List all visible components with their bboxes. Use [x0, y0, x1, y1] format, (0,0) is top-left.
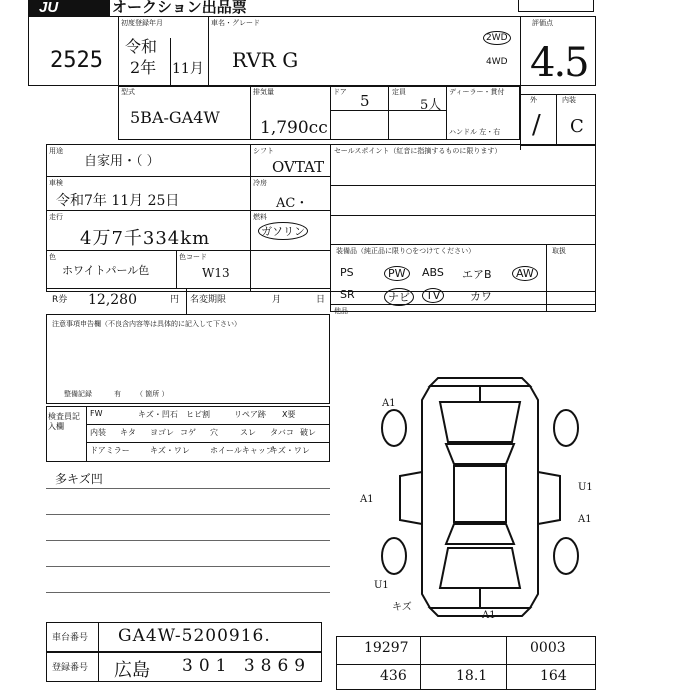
model-value: 5BA-GA4W: [130, 108, 220, 127]
recycle-right-label: 取扱: [552, 247, 566, 255]
trunk: [440, 548, 520, 588]
form-title: オークション出品票: [112, 0, 247, 16]
interior-label: 内装: [562, 96, 576, 104]
bottom-code: 18.1: [456, 668, 488, 684]
checklist-item: ホイールキャップ: [210, 446, 274, 455]
notes-label: 注意事項申告欄（不良含内容等は具体的に記入して下さい）: [52, 320, 241, 328]
day-label: 日: [316, 295, 326, 305]
checklist-item: 内装: [90, 428, 106, 437]
roof: [454, 466, 506, 522]
checklist-item: FW: [90, 409, 103, 418]
checklist-item: X要: [282, 410, 296, 419]
fuel-value: ガソリン: [258, 222, 308, 240]
checklist-item: 穴: [210, 428, 218, 437]
doors-label: ドア: [333, 88, 347, 96]
hood: [440, 402, 520, 442]
shift-label: シフト: [253, 147, 274, 155]
damage-note: 多キズ凹: [55, 472, 103, 486]
capacity-value: 5人: [420, 98, 442, 113]
eval-points-label: 評価点: [532, 19, 553, 27]
sales-points-label: セールスポイント（紅音に指摘するものに限ります）: [334, 147, 502, 155]
era-value: 令和: [125, 37, 158, 56]
equipment-item: AW: [512, 266, 538, 281]
note-rule-line: [46, 514, 330, 515]
equipment-item: ABS: [422, 266, 444, 279]
bottom-code: 19297: [364, 640, 409, 656]
windshield: [446, 444, 514, 464]
equipment-item: ナビ: [384, 288, 414, 306]
wheel-rear-left: [382, 538, 406, 574]
maint-yes-label: 有: [114, 390, 121, 398]
front-bumper: [430, 378, 530, 386]
color-code-label: 色コード: [179, 253, 207, 261]
displacement-label: 排気量: [253, 88, 274, 96]
yen-label: 円: [170, 295, 180, 305]
damage-mark: キズ: [392, 602, 412, 613]
checklist-item: スレ: [240, 428, 256, 437]
note-rule-line: [46, 592, 330, 593]
month-label: 月: [272, 295, 282, 305]
checklist-item: キタ: [120, 428, 136, 437]
reg-no-value: 301 3869: [182, 656, 312, 676]
rear-bumper: [430, 608, 530, 616]
note-rule-line: [46, 566, 330, 567]
damage-mark: A1: [360, 494, 374, 505]
car-no-value: GA4W-5200916.: [118, 626, 271, 646]
usage-value: 自家用・（ ）: [84, 154, 160, 169]
car-no-label: 車台番号: [52, 633, 89, 643]
fuel-label: 燃料: [253, 213, 267, 221]
cc-value: 1,790cc: [260, 118, 328, 138]
dealer-label: ディーラー・貫付: [449, 88, 505, 96]
equipment-item: TV: [422, 288, 444, 303]
exterior-label: 外: [530, 96, 537, 104]
checklist-item: ヨゴレ: [150, 428, 174, 437]
checklist-item: ドアミラー: [90, 446, 130, 455]
checklist-item: キズ・ワレ: [270, 446, 310, 455]
rear-window: [446, 524, 514, 544]
equipment-item: PS: [340, 266, 354, 279]
capacity-label: 定員: [392, 88, 406, 96]
month-value: 11月: [172, 61, 204, 77]
damage-mark: U1: [578, 482, 593, 493]
handle-label: ハンドル 左・右: [449, 128, 501, 136]
cooler-label: 冷房: [253, 179, 267, 187]
checklist-item: 破レ: [300, 428, 316, 437]
wheel-front-left: [382, 410, 406, 446]
reg-place-value: 広島: [114, 660, 150, 681]
equipment-item: PW: [384, 266, 410, 281]
mileage-label: 走行: [49, 213, 63, 221]
car-outline: [422, 386, 538, 608]
left-door-line: [400, 472, 422, 524]
year-value: 2年: [130, 58, 157, 77]
recycle-label: R券: [52, 295, 68, 305]
checklist-item: コゲ: [180, 428, 196, 437]
score-value: 4.5: [530, 40, 588, 86]
logo-block: [28, 0, 110, 16]
shift-value: OVTAT: [272, 158, 325, 176]
first-reg-label: 初度登録年月: [121, 19, 163, 27]
logo-text: JU: [39, 0, 59, 16]
checklist-item: キズ・ワレ: [150, 446, 190, 455]
wheel-front-right: [554, 410, 578, 446]
usage-label: 用途: [49, 147, 63, 155]
car-name-value: RVR G: [232, 48, 299, 72]
inspector-label: 検査員記入欄: [48, 412, 80, 431]
drive-4wd: 4WD: [486, 57, 508, 67]
right-door-line: [538, 472, 560, 524]
mileage-value: 4万7千334km: [80, 228, 211, 249]
wheel-rear-right: [554, 538, 578, 574]
drive-2wd: 2WD: [483, 31, 511, 45]
transfer-label: 名変期限: [190, 295, 227, 305]
model-label: 型式: [121, 88, 135, 96]
color-label: 色: [49, 253, 56, 261]
car-diagram: [360, 372, 600, 617]
equipment-item: エアB: [462, 268, 492, 281]
equipment-label: 装備品（純正品に限り○をつけてください）: [336, 247, 476, 255]
equipment-item: カワ: [470, 290, 492, 303]
equipment-item: SR: [340, 288, 355, 301]
checklist-item: リペア跡: [234, 410, 266, 419]
color-value: ホワイトパール色: [62, 264, 150, 277]
checklist-item: ヒビ割: [186, 410, 210, 419]
interior-grade: C: [570, 116, 584, 137]
damage-mark: A1: [578, 514, 592, 525]
top-right-corner-box: [518, 0, 594, 12]
reg-no-label: 登録番号: [52, 663, 89, 673]
doors-value: 5: [360, 92, 370, 110]
note-rule-line: [46, 488, 330, 489]
checklist-item: キズ・凹石: [138, 410, 178, 419]
damage-mark: A1: [482, 610, 496, 621]
damage-mark: U1: [374, 580, 389, 591]
note-rule-line: [46, 540, 330, 541]
damage-mark: A1: [382, 398, 396, 409]
bottom-code: 0003: [530, 640, 566, 656]
bottom-code: 164: [540, 668, 567, 684]
inspection-label: 車検: [49, 179, 63, 187]
cooler-value: AC・: [276, 196, 309, 211]
color-code-value: W13: [202, 266, 230, 280]
car-name-grade-label: 車名・グレード: [211, 19, 260, 27]
maint-place-label: （ 箇所 ）: [136, 390, 169, 398]
lot-number: 2525: [50, 48, 103, 73]
maint-record-label: 整備記録: [64, 390, 92, 398]
recycle-value: 12,280: [88, 292, 137, 308]
header-row-box: [28, 16, 596, 86]
other-label: 他品: [334, 307, 348, 315]
inspection-value: 令和7年 11月 25日: [56, 193, 180, 209]
exterior-grade: /: [532, 110, 541, 140]
bottom-code: 436: [380, 668, 407, 684]
checklist-item: タバコ: [270, 428, 294, 437]
